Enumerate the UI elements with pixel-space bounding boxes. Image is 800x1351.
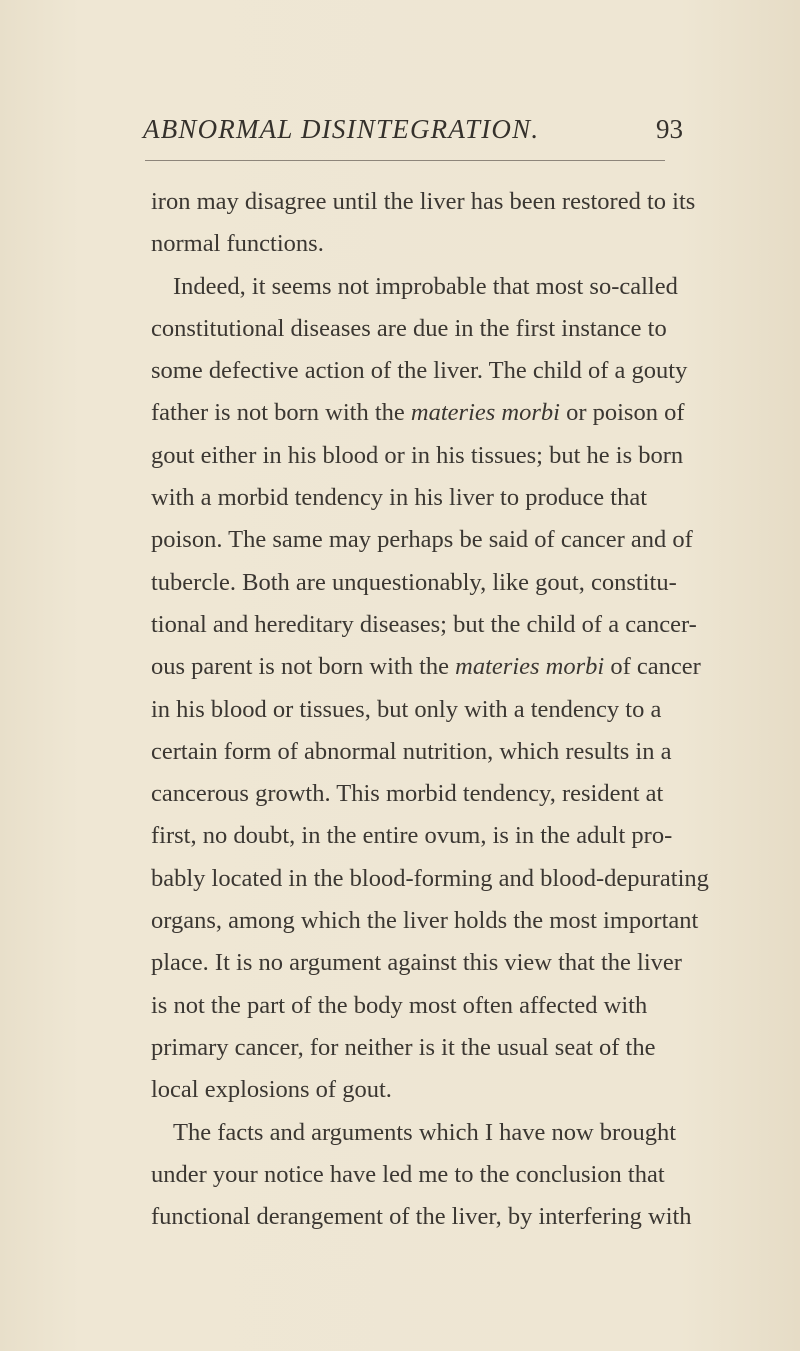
text-line: normal functions. (151, 230, 324, 258)
chapter-title: ABNORMAL DISINTEGRATION. (143, 114, 540, 144)
text-line: some defective action of the liver. The child of a gouty (151, 357, 688, 385)
text-line (151, 392, 685, 434)
text-line: under your notice have led me to the conclusion that (151, 1160, 665, 1188)
latin-phrase: materies morbi (410, 399, 560, 427)
text-line: The facts and arguments which I have now brought (173, 1118, 677, 1146)
text-line: functional derangement of the liver, by interfering with (151, 1203, 692, 1231)
text-line: with a morbid tendency in his liver to produce that (151, 484, 648, 512)
text-line: gout either in his blood or in his tissues; but he is born (151, 441, 684, 469)
text-line: in his blood or tissues, but only with a tendency to a (151, 695, 662, 723)
text-line: certain form of abnormal nutrition, which results in a (151, 737, 672, 765)
text-line: tional and hereditary diseases; but the child of a cancer- (151, 610, 697, 638)
text-line: Indeed, it seems not improbable that most so-called (173, 272, 678, 300)
text-line: place. It is no argument against this view that the liver (151, 949, 682, 977)
text-line: bably located in the blood-forming and blood-depurating (151, 864, 709, 892)
text-line: local explosions of gout. (151, 1076, 392, 1104)
body-text (151, 181, 709, 1238)
text-line: tubercle. Both are unquestionably, like gout, constitu- (151, 568, 677, 596)
text-run: or poison of (559, 399, 685, 427)
text-line: organs, among which the liver holds the most important (151, 907, 699, 935)
text-line: first, no doubt, in the entire ovum, is in the adult pro- (151, 822, 673, 850)
text-line: iron may disagree until the liver has been restored to its (151, 188, 696, 215)
text-run: of cancer (604, 653, 701, 681)
header-rule (145, 160, 665, 161)
latin-phrase: materies morbi (455, 653, 605, 681)
text-line: is not the part of the body most often affected with (151, 991, 648, 1019)
text-run: father is not born with the (151, 399, 411, 427)
text-line: cancerous growth. This morbid tendency, resident at (151, 780, 664, 808)
text-line: constitutional diseases are due in the first instance to (151, 314, 667, 342)
text-run: ous parent is not born with the (151, 653, 456, 681)
text-line (151, 646, 701, 688)
text-line: poison. The same may perhaps be said of cancer and of (151, 526, 693, 554)
page-number: 93 (656, 114, 683, 144)
running-head (143, 114, 683, 154)
text-line: primary cancer, for neither is it the usual seat of the (151, 1033, 656, 1061)
